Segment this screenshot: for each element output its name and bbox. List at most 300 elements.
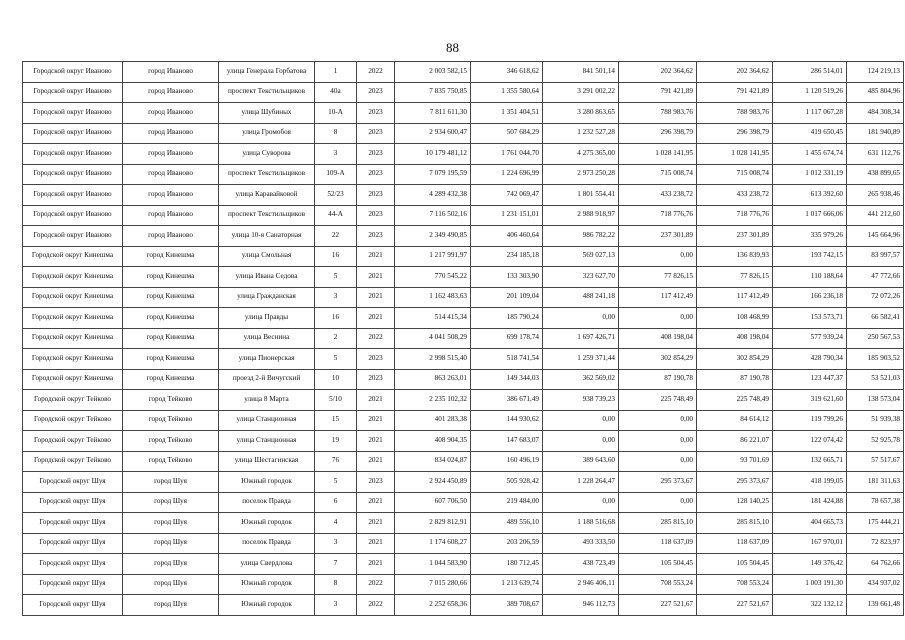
amount-4-cell: 302 854,29: [697, 349, 773, 370]
amount-2-cell: 841 501,14: [543, 62, 619, 83]
amount-2-cell: 2 973 250,28: [543, 164, 619, 185]
amount-3-cell: 237 301,89: [619, 226, 697, 247]
municipality-cell: Городской округ Шуя: [23, 472, 123, 493]
amount-4-cell: 715 008,74: [697, 164, 773, 185]
year-cell: 2023: [357, 349, 395, 370]
total-cost-cell: 770 545,22: [395, 267, 471, 288]
street-cell: Южный городок: [219, 595, 315, 616]
table-row: [23, 226, 904, 247]
table-row: [23, 513, 904, 534]
amount-2-cell: 946 112,73: [543, 595, 619, 616]
house-number-cell: 40а: [315, 82, 357, 103]
amount-1-cell: 180 712,45: [471, 554, 543, 575]
year-cell: 2021: [357, 287, 395, 308]
municipality-cell: Городской округ Шуя: [23, 513, 123, 534]
total-cost-cell: 401 283,38: [395, 410, 471, 431]
amount-6-cell: 441 212,60: [847, 205, 904, 226]
amount-2-cell: 569 027,13: [543, 246, 619, 267]
municipality-cell: Городской округ Иваново: [23, 144, 123, 165]
amount-1-cell: 1 213 639,74: [471, 574, 543, 595]
city-cell: город Иваново: [123, 164, 219, 185]
year-cell: 2021: [357, 390, 395, 411]
city-cell: город Шуя: [123, 574, 219, 595]
year-cell: 2021: [357, 246, 395, 267]
amount-2-cell: 0,00: [543, 431, 619, 452]
street-cell: поселок Правда: [219, 533, 315, 554]
municipality-cell: Городской округ Кинешма: [23, 308, 123, 329]
house-number-cell: 6: [315, 492, 357, 513]
amount-5-cell: 428 790,34: [773, 349, 847, 370]
street-cell: проспект Текстильщиков: [219, 205, 315, 226]
table-row: [23, 62, 904, 83]
house-number-cell: 3: [315, 595, 357, 616]
amount-3-cell: 788 983,76: [619, 103, 697, 124]
city-cell: город Кинешма: [123, 349, 219, 370]
house-number-cell: 15: [315, 410, 357, 431]
municipality-cell: Городской округ Тейково: [23, 390, 123, 411]
table-row: [23, 451, 904, 472]
total-cost-cell: 834 024,87: [395, 451, 471, 472]
amount-6-cell: 181 311,63: [847, 472, 904, 493]
municipality-cell: Городской округ Иваново: [23, 205, 123, 226]
amount-3-cell: 408 198,04: [619, 328, 697, 349]
amount-1-cell: 149 344,03: [471, 369, 543, 390]
amount-4-cell: 718 776,76: [697, 205, 773, 226]
amount-3-cell: 225 748,49: [619, 390, 697, 411]
street-cell: проспект Текстильщиков: [219, 164, 315, 185]
amount-1-cell: 505 928,42: [471, 472, 543, 493]
page-number: 88: [446, 40, 459, 55]
total-cost-cell: 4 041 508,29: [395, 328, 471, 349]
amount-6-cell: 52 925,78: [847, 431, 904, 452]
amount-1-cell: 185 790,24: [471, 308, 543, 329]
year-cell: 2021: [357, 492, 395, 513]
street-cell: улица Правды: [219, 308, 315, 329]
amount-6-cell: 438 899,65: [847, 164, 904, 185]
amount-3-cell: 433 238,72: [619, 185, 697, 206]
amount-1-cell: 234 185,18: [471, 246, 543, 267]
amount-6-cell: 72 072,26: [847, 287, 904, 308]
table-row: [23, 410, 904, 431]
municipality-cell: Городской округ Шуя: [23, 492, 123, 513]
amount-6-cell: 53 521,03: [847, 369, 904, 390]
municipality-cell: Городской округ Шуя: [23, 554, 123, 575]
amount-3-cell: 0,00: [619, 410, 697, 431]
amount-5-cell: 122 074,42: [773, 431, 847, 452]
table-row: [23, 369, 904, 390]
total-cost-cell: 408 904,35: [395, 431, 471, 452]
amount-2-cell: 493 333,50: [543, 533, 619, 554]
year-cell: 2021: [357, 431, 395, 452]
total-cost-cell: 2 003 582,15: [395, 62, 471, 83]
amount-4-cell: 136 839,93: [697, 246, 773, 267]
street-cell: улица Каравайковой: [219, 185, 315, 206]
amount-3-cell: 715 008,74: [619, 164, 697, 185]
city-cell: город Иваново: [123, 62, 219, 83]
table-row: [23, 82, 904, 103]
amount-6-cell: 631 112,76: [847, 144, 904, 165]
city-cell: город Кинешма: [123, 287, 219, 308]
street-cell: улица Шубиных: [219, 103, 315, 124]
amount-2-cell: 1 188 516,68: [543, 513, 619, 534]
municipality-cell: Городской округ Кинешма: [23, 267, 123, 288]
amount-4-cell: 108 468,99: [697, 308, 773, 329]
amount-5-cell: 322 132,12: [773, 595, 847, 616]
amount-5-cell: 119 799,26: [773, 410, 847, 431]
house-number-cell: 2: [315, 328, 357, 349]
amount-3-cell: 791 421,89: [619, 82, 697, 103]
amount-3-cell: 285 815,10: [619, 513, 697, 534]
amount-4-cell: 77 826,15: [697, 267, 773, 288]
amount-2-cell: 438 723,49: [543, 554, 619, 575]
amount-4-cell: 118 637,09: [697, 533, 773, 554]
amount-1-cell: 133 303,90: [471, 267, 543, 288]
table-row: [23, 349, 904, 370]
house-number-cell: 16: [315, 308, 357, 329]
table-row: [23, 472, 904, 493]
amount-4-cell: 1 028 141,95: [697, 144, 773, 165]
table-row: [23, 574, 904, 595]
amount-6-cell: 265 938,46: [847, 185, 904, 206]
amount-3-cell: 105 504,45: [619, 554, 697, 575]
total-cost-cell: 7 079 195,59: [395, 164, 471, 185]
amount-5-cell: 149 376,42: [773, 554, 847, 575]
total-cost-cell: 514 415,34: [395, 308, 471, 329]
house-number-cell: 5: [315, 349, 357, 370]
table-row: [23, 492, 904, 513]
amount-4-cell: 791 421,89: [697, 82, 773, 103]
table-row: [23, 308, 904, 329]
amount-4-cell: 296 398,79: [697, 123, 773, 144]
amount-4-cell: 128 140,25: [697, 492, 773, 513]
street-cell: улица Шестагинская: [219, 451, 315, 472]
amount-6-cell: 66 582,41: [847, 308, 904, 329]
year-cell: 2023: [357, 185, 395, 206]
year-cell: 2021: [357, 533, 395, 554]
house-number-cell: 3: [315, 533, 357, 554]
city-cell: город Шуя: [123, 492, 219, 513]
municipality-cell: Городской округ Иваново: [23, 103, 123, 124]
amount-2-cell: 1 232 527,28: [543, 123, 619, 144]
year-cell: 2021: [357, 554, 395, 575]
house-number-cell: 1: [315, 62, 357, 83]
data-table: [22, 61, 904, 616]
year-cell: 2021: [357, 267, 395, 288]
table-row: [23, 431, 904, 452]
amount-1-cell: 518 741,54: [471, 349, 543, 370]
total-cost-cell: 2 349 490,85: [395, 226, 471, 247]
amount-3-cell: 295 373,67: [619, 472, 697, 493]
house-number-cell: 4: [315, 513, 357, 534]
street-cell: улица Станционная: [219, 410, 315, 431]
amount-1-cell: 406 460,64: [471, 226, 543, 247]
city-cell: город Шуя: [123, 533, 219, 554]
amount-6-cell: 138 573,04: [847, 390, 904, 411]
amount-6-cell: 185 903,52: [847, 349, 904, 370]
city-cell: город Кинешма: [123, 328, 219, 349]
municipality-cell: Городской округ Кинешма: [23, 328, 123, 349]
table-body: [23, 62, 904, 616]
total-cost-cell: 7 811 611,30: [395, 103, 471, 124]
year-cell: 2021: [357, 308, 395, 329]
year-cell: 2023: [357, 123, 395, 144]
year-cell: 2022: [357, 574, 395, 595]
street-cell: улица Громобоя: [219, 123, 315, 144]
house-number-cell: 76: [315, 451, 357, 472]
amount-1-cell: 147 683,07: [471, 431, 543, 452]
year-cell: 2023: [357, 205, 395, 226]
amount-4-cell: 295 373,67: [697, 472, 773, 493]
year-cell: 2023: [357, 472, 395, 493]
amount-2-cell: 488 241,18: [543, 287, 619, 308]
total-cost-cell: 4 289 432,38: [395, 185, 471, 206]
house-number-cell: 7: [315, 554, 357, 575]
amount-1-cell: 219 484,00: [471, 492, 543, 513]
amount-6-cell: 64 762,66: [847, 554, 904, 575]
amount-5-cell: 166 236,18: [773, 287, 847, 308]
amount-6-cell: 83 997,57: [847, 246, 904, 267]
amount-3-cell: 1 028 141,95: [619, 144, 697, 165]
amount-3-cell: 117 412,49: [619, 287, 697, 308]
amount-1-cell: 1 761 044,70: [471, 144, 543, 165]
amount-5-cell: 1 003 191,30: [773, 574, 847, 595]
street-cell: Южный городок: [219, 472, 315, 493]
street-cell: улица Пионерская: [219, 349, 315, 370]
table-row: [23, 554, 904, 575]
amount-6-cell: 181 940,89: [847, 123, 904, 144]
amount-3-cell: 87 190,78: [619, 369, 697, 390]
amount-6-cell: 250 567,53: [847, 328, 904, 349]
house-number-cell: 10-А: [315, 103, 357, 124]
city-cell: город Иваново: [123, 144, 219, 165]
municipality-cell: Городской округ Кинешма: [23, 349, 123, 370]
city-cell: город Кинешма: [123, 369, 219, 390]
total-cost-cell: 7 835 750,85: [395, 82, 471, 103]
house-number-cell: 3: [315, 287, 357, 308]
amount-3-cell: 77 826,15: [619, 267, 697, 288]
street-cell: улица 10-я Санаторная: [219, 226, 315, 247]
year-cell: 2021: [357, 451, 395, 472]
house-number-cell: 52/23: [315, 185, 357, 206]
amount-6-cell: 484 308,34: [847, 103, 904, 124]
amount-2-cell: 2 946 406,11: [543, 574, 619, 595]
amount-1-cell: 160 496,19: [471, 451, 543, 472]
amount-1-cell: 507 684,29: [471, 123, 543, 144]
municipality-cell: Городской округ Иваново: [23, 164, 123, 185]
house-number-cell: 22: [315, 226, 357, 247]
amount-6-cell: 47 772,66: [847, 267, 904, 288]
year-cell: 2021: [357, 410, 395, 431]
amount-4-cell: 708 553,24: [697, 574, 773, 595]
house-number-cell: 8: [315, 123, 357, 144]
amount-5-cell: 419 650,45: [773, 123, 847, 144]
amount-1-cell: 144 930,62: [471, 410, 543, 431]
amount-5-cell: 1 117 067,28: [773, 103, 847, 124]
city-cell: город Шуя: [123, 595, 219, 616]
city-cell: город Тейково: [123, 390, 219, 411]
city-cell: город Тейково: [123, 410, 219, 431]
amount-2-cell: 3 291 002,22: [543, 82, 619, 103]
amount-5-cell: 286 514,01: [773, 62, 847, 83]
total-cost-cell: 1 217 991,97: [395, 246, 471, 267]
amount-6-cell: 72 823,97: [847, 533, 904, 554]
amount-3-cell: 118 637,09: [619, 533, 697, 554]
amount-5-cell: 1 012 331,19: [773, 164, 847, 185]
total-cost-cell: 607 706,50: [395, 492, 471, 513]
total-cost-cell: 2 924 450,89: [395, 472, 471, 493]
amount-6-cell: 78 657,38: [847, 492, 904, 513]
city-cell: город Тейково: [123, 431, 219, 452]
city-cell: город Кинешма: [123, 246, 219, 267]
amount-5-cell: 153 573,71: [773, 308, 847, 329]
table-row: [23, 595, 904, 616]
house-number-cell: 109-А: [315, 164, 357, 185]
city-cell: город Иваново: [123, 103, 219, 124]
table-row: [23, 328, 904, 349]
amount-1-cell: 1 231 151,01: [471, 205, 543, 226]
amount-5-cell: 404 665,73: [773, 513, 847, 534]
amount-6-cell: 434 937,02: [847, 574, 904, 595]
street-cell: Южный городок: [219, 513, 315, 534]
amount-2-cell: 0,00: [543, 410, 619, 431]
street-cell: улица 8 Марта: [219, 390, 315, 411]
amount-4-cell: 788 983,76: [697, 103, 773, 124]
municipality-cell: Городской округ Кинешма: [23, 369, 123, 390]
house-number-cell: 5/10: [315, 390, 357, 411]
amount-2-cell: 938 739,23: [543, 390, 619, 411]
amount-4-cell: 86 221,07: [697, 431, 773, 452]
amount-4-cell: 202 364,62: [697, 62, 773, 83]
table-row: [23, 144, 904, 165]
municipality-cell: Городской округ Тейково: [23, 451, 123, 472]
amount-4-cell: 117 412,49: [697, 287, 773, 308]
amount-5-cell: 319 621,60: [773, 390, 847, 411]
amount-2-cell: 986 782,22: [543, 226, 619, 247]
municipality-cell: Городской округ Иваново: [23, 185, 123, 206]
total-cost-cell: 10 179 481,12: [395, 144, 471, 165]
house-number-cell: 44-А: [315, 205, 357, 226]
house-number-cell: 10: [315, 369, 357, 390]
city-cell: город Иваново: [123, 82, 219, 103]
year-cell: 2022: [357, 328, 395, 349]
amount-5-cell: 1 455 674,74: [773, 144, 847, 165]
amount-6-cell: 175 444,21: [847, 513, 904, 534]
total-cost-cell: 2 235 102,32: [395, 390, 471, 411]
amount-4-cell: 237 301,89: [697, 226, 773, 247]
street-cell: улица Веснина: [219, 328, 315, 349]
amount-5-cell: 193 742,15: [773, 246, 847, 267]
street-cell: проспект Текстильщиков: [219, 82, 315, 103]
amount-1-cell: 742 069,47: [471, 185, 543, 206]
total-cost-cell: 2 252 658,36: [395, 595, 471, 616]
amount-1-cell: 1 355 580,64: [471, 82, 543, 103]
amount-4-cell: 93 701,69: [697, 451, 773, 472]
street-cell: поселок Правда: [219, 492, 315, 513]
amount-4-cell: 87 190,78: [697, 369, 773, 390]
municipality-cell: Городской округ Иваново: [23, 226, 123, 247]
amount-2-cell: 2 988 918,97: [543, 205, 619, 226]
amount-3-cell: 0,00: [619, 246, 697, 267]
table-row: [23, 164, 904, 185]
amount-3-cell: 302 854,29: [619, 349, 697, 370]
year-cell: 2022: [357, 62, 395, 83]
amount-6-cell: 485 804,96: [847, 82, 904, 103]
street-cell: улица Ивана Седова: [219, 267, 315, 288]
total-cost-cell: 7 116 502,16: [395, 205, 471, 226]
amount-1-cell: 699 178,74: [471, 328, 543, 349]
table-row: [23, 246, 904, 267]
municipality-cell: Городской округ Кинешма: [23, 287, 123, 308]
street-cell: проезд 2-й Вичугский: [219, 369, 315, 390]
year-cell: 2023: [357, 369, 395, 390]
amount-1-cell: 386 671,49: [471, 390, 543, 411]
city-cell: город Шуя: [123, 513, 219, 534]
amount-6-cell: 145 664,96: [847, 226, 904, 247]
municipality-cell: Городской округ Тейково: [23, 410, 123, 431]
amount-4-cell: 433 238,72: [697, 185, 773, 206]
amount-4-cell: 225 748,49: [697, 390, 773, 411]
municipality-cell: Городской округ Шуя: [23, 533, 123, 554]
amount-5-cell: 335 979,26: [773, 226, 847, 247]
amount-4-cell: 285 815,10: [697, 513, 773, 534]
amount-4-cell: 84 614,12: [697, 410, 773, 431]
municipality-cell: Городской округ Кинешма: [23, 246, 123, 267]
city-cell: город Кинешма: [123, 308, 219, 329]
amount-4-cell: 227 521,67: [697, 595, 773, 616]
year-cell: 2023: [357, 103, 395, 124]
amount-5-cell: 132 665,71: [773, 451, 847, 472]
amount-2-cell: 1 259 371,44: [543, 349, 619, 370]
table-row: [23, 533, 904, 554]
amount-2-cell: 0,00: [543, 308, 619, 329]
year-cell: 2022: [357, 595, 395, 616]
total-cost-cell: 7 015 280,66: [395, 574, 471, 595]
street-cell: улица Станционная: [219, 431, 315, 452]
table-row: [23, 185, 904, 206]
municipality-cell: Городской округ Тейково: [23, 431, 123, 452]
amount-1-cell: 389 708,67: [471, 595, 543, 616]
house-number-cell: 5: [315, 472, 357, 493]
amount-2-cell: 389 643,60: [543, 451, 619, 472]
amount-3-cell: 0,00: [619, 492, 697, 513]
amount-3-cell: 0,00: [619, 451, 697, 472]
amount-6-cell: 57 517,67: [847, 451, 904, 472]
table-row: [23, 205, 904, 226]
house-number-cell: 16: [315, 246, 357, 267]
house-number-cell: 5: [315, 267, 357, 288]
amount-6-cell: 124 219,13: [847, 62, 904, 83]
amount-4-cell: 105 504,45: [697, 554, 773, 575]
total-cost-cell: 2 829 812,91: [395, 513, 471, 534]
amount-2-cell: 362 569,02: [543, 369, 619, 390]
street-cell: Южный городок: [219, 574, 315, 595]
year-cell: 2023: [357, 226, 395, 247]
amount-2-cell: 4 275 365,00: [543, 144, 619, 165]
street-cell: улица Генерала Горбатова: [219, 62, 315, 83]
amount-5-cell: 181 424,88: [773, 492, 847, 513]
municipality-cell: Городской округ Шуя: [23, 574, 123, 595]
total-cost-cell: 863 263,01: [395, 369, 471, 390]
total-cost-cell: 1 162 483,63: [395, 287, 471, 308]
year-cell: 2023: [357, 164, 395, 185]
street-cell: улица Гражданская: [219, 287, 315, 308]
amount-3-cell: 296 398,79: [619, 123, 697, 144]
amount-2-cell: 3 280 863,65: [543, 103, 619, 124]
amount-2-cell: 323 627,70: [543, 267, 619, 288]
street-cell: улица Суворова: [219, 144, 315, 165]
amount-6-cell: 51 939,38: [847, 410, 904, 431]
amount-3-cell: 708 553,24: [619, 574, 697, 595]
